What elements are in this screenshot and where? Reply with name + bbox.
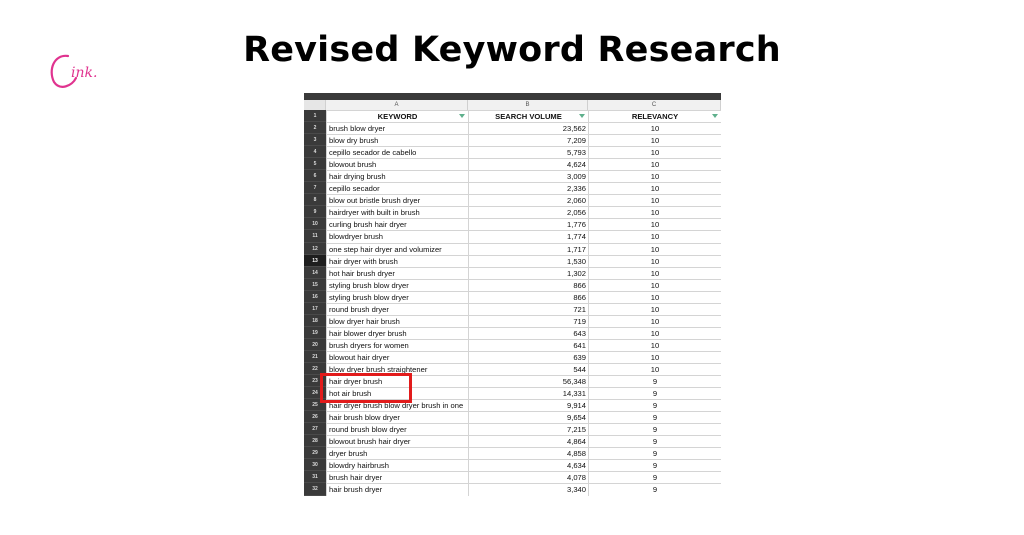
table-row bbox=[327, 255, 722, 267]
highlight-box bbox=[320, 373, 412, 403]
relevancy-cell[interactable]: 9 bbox=[589, 400, 722, 412]
relevancy-cell[interactable]: 10 bbox=[589, 291, 722, 303]
row-number[interactable]: 26 bbox=[304, 411, 326, 423]
keyword-cell[interactable]: hair blower dryer brush bbox=[327, 327, 469, 339]
keyword-cell[interactable]: curling brush hair dryer bbox=[327, 219, 469, 231]
relevancy-cell[interactable]: 10 bbox=[589, 339, 722, 351]
table-row bbox=[327, 424, 722, 436]
relevancy-cell[interactable]: 9 bbox=[589, 472, 722, 484]
volume-cell[interactable]: 2,060 bbox=[469, 195, 589, 207]
keyword-cell[interactable]: hair dryer with brush bbox=[327, 255, 469, 267]
row-number[interactable]: 28 bbox=[304, 435, 326, 447]
row-number[interactable]: 20 bbox=[304, 339, 326, 351]
volume-cell[interactable]: 3,009 bbox=[469, 171, 589, 183]
relevancy-cell[interactable]: 10 bbox=[589, 207, 722, 219]
keyword-cell[interactable]: brush blow dryer bbox=[327, 123, 469, 135]
relevancy-header-cell[interactable] bbox=[589, 111, 722, 123]
keyword-cell[interactable]: round brush blow dryer bbox=[327, 424, 469, 436]
row-number[interactable]: 11 bbox=[304, 230, 326, 242]
table-row bbox=[327, 183, 722, 195]
volume-cell[interactable]: 719 bbox=[469, 315, 589, 327]
relevancy-cell[interactable]: 10 bbox=[589, 363, 722, 375]
table-row bbox=[327, 472, 722, 484]
table-row bbox=[327, 207, 722, 219]
volume-header-label: SEARCH VOLUME bbox=[495, 112, 562, 122]
table-row bbox=[327, 315, 722, 327]
volume-cell[interactable]: 7,215 bbox=[469, 424, 589, 436]
keyword-cell[interactable]: blowout hair dryer bbox=[327, 351, 469, 363]
keyword-cell[interactable]: blow dryer hair brush bbox=[327, 315, 469, 327]
volume-cell[interactable]: 9,654 bbox=[469, 412, 589, 424]
relevancy-cell[interactable]: 10 bbox=[589, 351, 722, 363]
keyword-cell[interactable]: hairdryer with built in brush bbox=[327, 207, 469, 219]
row-number[interactable]: 29 bbox=[304, 447, 326, 459]
volume-cell[interactable]: 544 bbox=[469, 363, 589, 375]
table-row bbox=[327, 159, 722, 171]
table-row bbox=[327, 448, 722, 460]
row-number[interactable]: 30 bbox=[304, 459, 326, 471]
row-number[interactable]: 27 bbox=[304, 423, 326, 435]
row-number[interactable]: 4 bbox=[304, 146, 326, 158]
volume-cell[interactable]: 866 bbox=[469, 291, 589, 303]
keyword-cell[interactable]: cepillo secador de cabello bbox=[327, 147, 469, 159]
table-row bbox=[327, 327, 722, 339]
row-number[interactable]: 10 bbox=[304, 218, 326, 230]
keyword-cell[interactable]: blowdry hairbrush bbox=[327, 460, 469, 472]
table-row bbox=[327, 171, 722, 183]
table-row bbox=[327, 279, 722, 291]
keyword-cell[interactable]: blow out bristle brush dryer bbox=[327, 195, 469, 207]
relevancy-header-label: RELEVANCY bbox=[631, 112, 679, 122]
filter-icon[interactable] bbox=[459, 114, 465, 118]
column-header-b[interactable]: B bbox=[468, 100, 588, 110]
keyword-table bbox=[326, 110, 721, 496]
relevancy-cell[interactable]: 10 bbox=[589, 243, 722, 255]
row-number[interactable]: 2 bbox=[304, 122, 326, 134]
relevancy-cell[interactable]: 9 bbox=[589, 448, 722, 460]
relevancy-cell[interactable]: 10 bbox=[589, 219, 722, 231]
keyword-cell[interactable]: blowout brush bbox=[327, 159, 469, 171]
table-row bbox=[327, 436, 722, 448]
volume-cell[interactable]: 4,858 bbox=[469, 448, 589, 460]
table-row bbox=[327, 243, 722, 255]
relevancy-cell[interactable]: 10 bbox=[589, 147, 722, 159]
row-number[interactable]: 8 bbox=[304, 194, 326, 206]
relevancy-cell[interactable]: 10 bbox=[589, 123, 722, 135]
relevancy-cell[interactable]: 10 bbox=[589, 195, 722, 207]
volume-cell[interactable]: 866 bbox=[469, 279, 589, 291]
keyword-cell[interactable]: hot air brush bbox=[327, 388, 469, 400]
row-number[interactable]: 24 bbox=[304, 387, 326, 399]
keyword-cell[interactable]: blowout brush hair dryer bbox=[327, 436, 469, 448]
table-row bbox=[327, 135, 722, 147]
header-row bbox=[327, 111, 722, 123]
table-row bbox=[327, 460, 722, 472]
volume-cell[interactable]: 7,209 bbox=[469, 135, 589, 147]
relevancy-cell[interactable]: 10 bbox=[589, 255, 722, 267]
relevancy-cell[interactable]: 10 bbox=[589, 159, 722, 171]
volume-cell[interactable]: 23,562 bbox=[469, 123, 589, 135]
volume-header-cell[interactable] bbox=[469, 111, 589, 123]
row-number[interactable]: 21 bbox=[304, 351, 326, 363]
keyword-cell[interactable]: blow dryer brush straightener bbox=[327, 363, 469, 375]
relevancy-cell[interactable]: 9 bbox=[589, 484, 722, 496]
table-row bbox=[327, 484, 722, 496]
table-row bbox=[327, 195, 722, 207]
keyword-cell[interactable]: brush hair dryer bbox=[327, 472, 469, 484]
toolbar-strip bbox=[304, 93, 721, 100]
relevancy-cell[interactable]: 10 bbox=[589, 327, 722, 339]
keyword-cell[interactable]: hair dryer brush bbox=[327, 376, 469, 388]
relevancy-cell[interactable]: 10 bbox=[589, 231, 722, 243]
filter-icon[interactable] bbox=[579, 114, 585, 118]
row-number[interactable]: 9 bbox=[304, 206, 326, 218]
relevancy-cell[interactable]: 10 bbox=[589, 303, 722, 315]
keyword-cell[interactable]: hair brush dryer bbox=[327, 484, 469, 496]
relevancy-cell[interactable]: 9 bbox=[589, 388, 722, 400]
keyword-cell[interactable]: hair dryer brush blow dryer brush in one bbox=[327, 400, 469, 412]
row-number[interactable]: 5 bbox=[304, 158, 326, 170]
relevancy-cell[interactable]: 10 bbox=[589, 183, 722, 195]
keyword-cell[interactable]: round brush dryer bbox=[327, 303, 469, 315]
table-row bbox=[327, 291, 722, 303]
table-row bbox=[327, 231, 722, 243]
page-title: Revised Keyword Research bbox=[243, 30, 781, 70]
keyword-cell[interactable]: cepillo secador bbox=[327, 183, 469, 195]
filter-icon[interactable] bbox=[712, 114, 718, 118]
volume-cell[interactable]: 14,331 bbox=[469, 388, 589, 400]
keyword-cell[interactable]: blowdryer brush bbox=[327, 231, 469, 243]
volume-cell[interactable]: 2,336 bbox=[469, 183, 589, 195]
volume-cell[interactable]: 3,340 bbox=[469, 484, 589, 496]
row-number[interactable]: 32 bbox=[304, 483, 326, 495]
volume-cell[interactable]: 9,914 bbox=[469, 400, 589, 412]
volume-cell[interactable]: 639 bbox=[469, 351, 589, 363]
row-number[interactable]: 6 bbox=[304, 170, 326, 182]
row-number[interactable]: 17 bbox=[304, 303, 326, 315]
row-number[interactable]: 16 bbox=[304, 291, 326, 303]
row-number[interactable]: 13 bbox=[304, 255, 326, 267]
row-number[interactable]: 12 bbox=[304, 243, 326, 255]
row-number[interactable]: 3 bbox=[304, 134, 326, 146]
volume-cell[interactable]: 1,774 bbox=[469, 231, 589, 243]
volume-cell[interactable]: 643 bbox=[469, 327, 589, 339]
table-row bbox=[327, 123, 722, 135]
row-number[interactable]: 15 bbox=[304, 279, 326, 291]
table-row bbox=[327, 219, 722, 231]
table-row bbox=[327, 412, 722, 424]
keyword-header-label: KEYWORD bbox=[377, 112, 418, 122]
relevancy-cell[interactable]: 9 bbox=[589, 436, 722, 448]
keyword-cell[interactable]: styling brush blow dryer bbox=[327, 291, 469, 303]
table-row bbox=[327, 339, 722, 351]
column-header-c[interactable]: C bbox=[588, 100, 721, 110]
keyword-cell[interactable]: hair brush blow dryer bbox=[327, 412, 469, 424]
volume-cell[interactable]: 2,056 bbox=[469, 207, 589, 219]
keyword-cell[interactable]: hot hair brush dryer bbox=[327, 267, 469, 279]
table-row bbox=[327, 303, 722, 315]
keyword-cell[interactable]: styling brush blow dryer bbox=[327, 279, 469, 291]
relevancy-cell[interactable]: 9 bbox=[589, 376, 722, 388]
volume-cell[interactable]: 4,624 bbox=[469, 159, 589, 171]
table-row bbox=[327, 267, 722, 279]
keyword-header-cell[interactable] bbox=[327, 111, 469, 123]
row-number[interactable]: 23 bbox=[304, 375, 326, 387]
relevancy-cell[interactable]: 9 bbox=[589, 412, 722, 424]
volume-cell[interactable]: 1,302 bbox=[469, 267, 589, 279]
row-number[interactable]: 25 bbox=[304, 399, 326, 411]
row-number[interactable]: 18 bbox=[304, 315, 326, 327]
volume-cell[interactable]: 641 bbox=[469, 339, 589, 351]
keyword-cell[interactable]: brush dryers for women bbox=[327, 339, 469, 351]
volume-cell[interactable]: 1,717 bbox=[469, 243, 589, 255]
relevancy-cell[interactable]: 9 bbox=[589, 460, 722, 472]
table-row bbox=[327, 351, 722, 363]
row-number[interactable]: 22 bbox=[304, 363, 326, 375]
relevancy-cell[interactable]: 10 bbox=[589, 135, 722, 147]
table-row bbox=[327, 147, 722, 159]
relevancy-cell[interactable]: 10 bbox=[589, 267, 722, 279]
volume-cell[interactable]: 4,864 bbox=[469, 436, 589, 448]
volume-cell[interactable]: 721 bbox=[469, 303, 589, 315]
row-number[interactable]: 19 bbox=[304, 327, 326, 339]
relevancy-cell[interactable]: 10 bbox=[589, 171, 722, 183]
row-number[interactable]: 31 bbox=[304, 471, 326, 483]
volume-cell[interactable]: 56,348 bbox=[469, 376, 589, 388]
select-all-corner[interactable] bbox=[304, 100, 326, 110]
keyword-cell[interactable]: blow dry brush bbox=[327, 135, 469, 147]
volume-cell[interactable]: 4,634 bbox=[469, 460, 589, 472]
keyword-cell[interactable]: hair drying brush bbox=[327, 171, 469, 183]
volume-cell[interactable]: 1,776 bbox=[469, 219, 589, 231]
keyword-cell[interactable]: dryer brush bbox=[327, 448, 469, 460]
relevancy-cell[interactable]: 9 bbox=[589, 424, 722, 436]
logo-text: ink. bbox=[71, 65, 98, 81]
row-number[interactable]: 7 bbox=[304, 182, 326, 194]
row-number[interactable]: 1 bbox=[304, 110, 326, 122]
relevancy-cell[interactable]: 10 bbox=[589, 279, 722, 291]
column-header-a[interactable]: A bbox=[326, 100, 468, 110]
volume-cell[interactable]: 5,793 bbox=[469, 147, 589, 159]
spreadsheet bbox=[304, 93, 721, 496]
volume-cell[interactable]: 4,078 bbox=[469, 472, 589, 484]
relevancy-cell[interactable]: 10 bbox=[589, 315, 722, 327]
row-number-column bbox=[304, 110, 326, 496]
keyword-cell[interactable]: one step hair dryer and volumizer bbox=[327, 243, 469, 255]
row-number[interactable]: 14 bbox=[304, 267, 326, 279]
volume-cell[interactable]: 1,530 bbox=[469, 255, 589, 267]
